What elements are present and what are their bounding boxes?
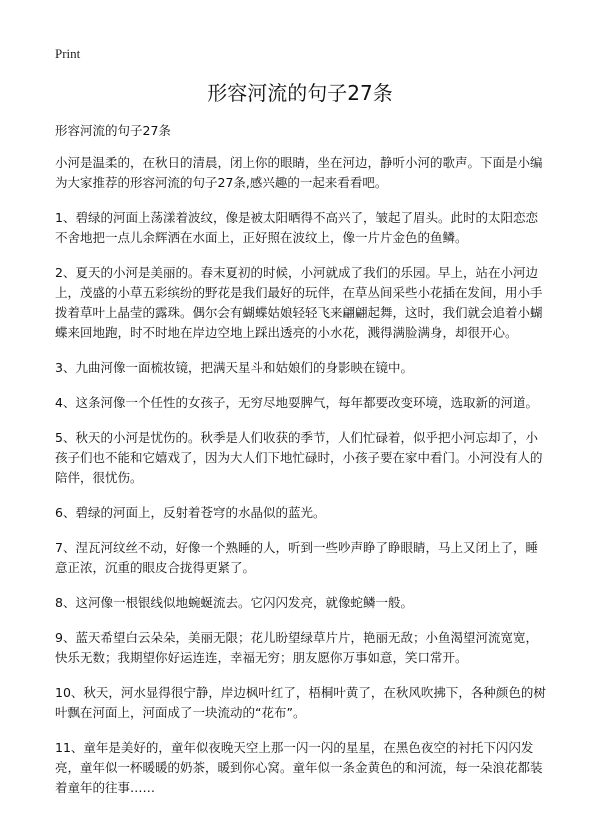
sentence-item-6: 6、碧绿的河面上，反射着苍穹的水晶似的蓝光。: [55, 505, 326, 520]
sentence-item-5: 5、秋天的小河是忧伤的。秋季是人们收获的季节，人们忙碌着，似乎把小河忘却了，小孩子们也不能和它嬉戏了，因为大人们下地忙碌时，小孩子要在家中看门。小河没有人的陪伴，很忧伤。: [55, 430, 543, 485]
sentence-item-3: 3、九曲河像一面梳妆镜，把满天星斗和姑娘们的身影映在镜中。: [55, 360, 413, 375]
sentence-item-1: 1、碧绿的河面上荡漾着波纹，像是被太阳晒得不高兴了，皱起了眉头。此时的太阳恋恋不舍地把一点儿余辉洒在水面上，正好照在波纹上，像一片片金色的鱼鳞。: [55, 210, 538, 245]
page-title: 形容河流的句子27条: [207, 81, 393, 105]
sentence-item-2: 2、夏天的小河是美丽的。春末夏初的时候，小河就成了我们的乐园。早上，站在小河边上，茂盛的小草五彩缤纷的野花是我们最好的玩伴，在草丛间采些小花插在发间，用小手拨着草叶上晶莹的露珠。偶尔会有蝴蝶姑娘轻轻飞来翩翩起舞，这时，我们就会追着小蝴蝶来回地跑，时不时地在岸边空地上踩出透亮的小水花，溅得满脸满身，却很开心。: [55, 265, 543, 340]
sentence-item-9: 9、蓝天希望白云朵朵，美丽无限；花儿盼望绿草片片，艳丽无敌；小鱼渴望河流宽宽，快乐无数；我期望你好运连连，幸福无穷；朋友愿你万事如意，笑口常开。: [55, 630, 538, 665]
sentence-item-10: 10、秋天，河水显得很宁静，岸边枫叶红了，梧桐叶黄了，在秋风吹拂下，各种颜色的树叶飘在河面上，河面成了一块流动的“花布”。: [55, 685, 546, 720]
intro-paragraph: 小河是温柔的，在秋日的清晨，闭上你的眼睛，坐在河边，静听小河的歌声。下面是小编为大家推荐的形容河流的句子27条,感兴趣的一起来看看吧。: [55, 155, 543, 190]
sentence-item-11: 11、童年是美好的，童年似夜晚天空上那一闪一闪的星星，在黑色夜空的衬托下闪闪发亮，童年似一杯暖暖的奶茶，暖到你心窝。童年似一条金黄色的和河流，每一朵浪花都装着童年的往事……: [55, 740, 543, 795]
article-subtitle: 形容河流的句子27条: [55, 123, 171, 138]
article-body: [55, 121, 549, 813]
sentence-item-8: 8、这河像一根银线似地蜿蜒流去。它闪闪发亮，就像蛇鳞一般。: [55, 595, 413, 610]
print-link[interactable]: Print: [55, 46, 81, 61]
sentence-item-7: 7、涅瓦河纹丝不动，好像一个熟睡的人，听到一些吵声睁了睁眼睛，马上又闭上了，睡意正浓，沉重的眼皮合拢得更紧了。: [55, 540, 538, 575]
sentence-item-4: 4、这条河像一个任性的女孩子，无穷尽地耍脾气，每年都要改变环境，选取新的河道。: [55, 395, 538, 410]
